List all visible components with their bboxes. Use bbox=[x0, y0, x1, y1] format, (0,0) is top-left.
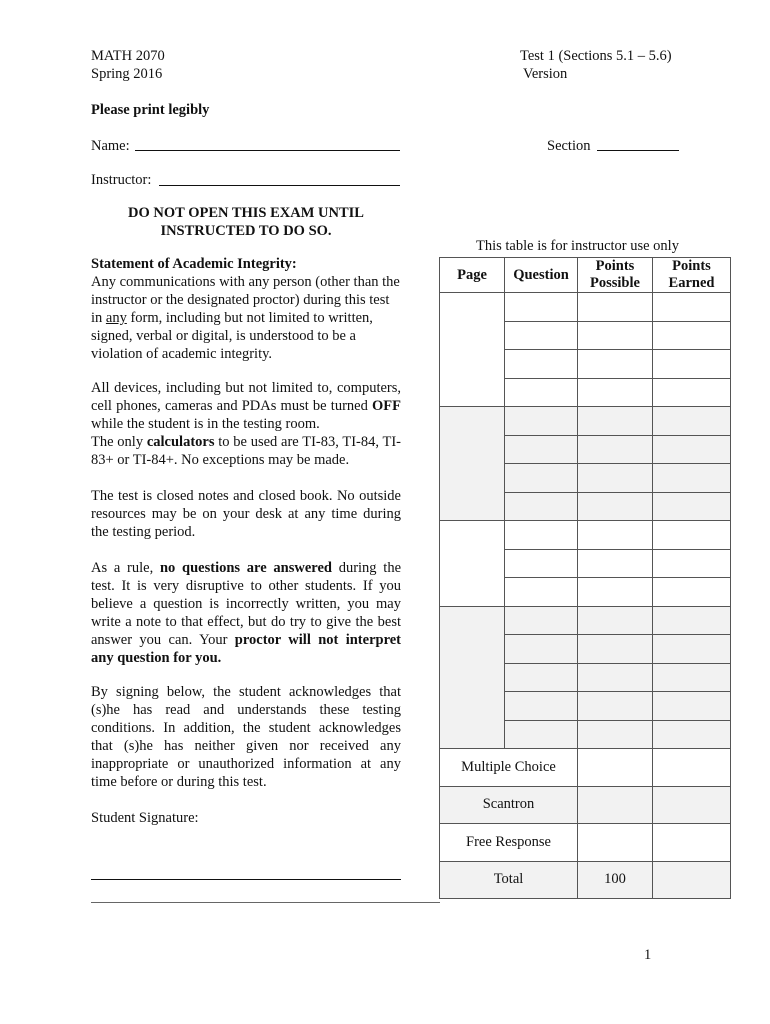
test-title: Test 1 (Sections 5.1 – 5.6) bbox=[520, 48, 672, 64]
section-field[interactable] bbox=[597, 135, 679, 151]
instructor-field[interactable] bbox=[159, 170, 400, 186]
integrity-heading: Statement of Academic Integrity: bbox=[91, 256, 297, 272]
integrity-paragraph-1: Any communications with any person (other than the instructor or the designated proctor) during this test in any form, including but not limited to written, signed, verbal or digital, is understood to be a violation of academic integrity. bbox=[91, 274, 400, 362]
grade-table bbox=[439, 257, 731, 899]
name-field[interactable] bbox=[135, 135, 400, 151]
integrity-paragraph-4: As a rule, no questions are answered during the test. It is very disruptive to other students. If you believe a question is incorrectly written, you may write a note to that effect, but do try to give the best answer you can. Your proctor will not interpret any question for you. bbox=[91, 560, 402, 666]
table-row bbox=[440, 606, 731, 635]
course-code: MATH 2070 bbox=[91, 48, 165, 64]
print-note: Please print legibly bbox=[91, 102, 210, 118]
table-note: This table is for instructor use only bbox=[476, 238, 679, 254]
table-row bbox=[440, 293, 731, 322]
instructor-label: Instructor: bbox=[91, 172, 152, 188]
multiple-choice-row: Multiple Choice bbox=[440, 749, 731, 787]
page-cell bbox=[440, 521, 505, 607]
total-row: Total 100 bbox=[440, 861, 731, 899]
free-response-row: Free Response bbox=[440, 824, 731, 862]
col-points-earned: Points Earned bbox=[653, 258, 731, 293]
col-points-possible: Points Possible bbox=[578, 258, 653, 293]
scantron-row: Scantron bbox=[440, 786, 731, 824]
term: Spring 2016 bbox=[91, 66, 163, 82]
name-label: Name: bbox=[91, 138, 130, 154]
page-number: 1 bbox=[644, 947, 652, 963]
signature-field[interactable] bbox=[91, 864, 401, 880]
table-row bbox=[440, 521, 731, 550]
total-points: 100 bbox=[578, 861, 653, 899]
table-header-row bbox=[440, 258, 731, 293]
table-row bbox=[440, 407, 731, 436]
do-not-open-warning: DO NOT OPEN THIS EXAM UNTIL INSTRUCTED TO DO SO. bbox=[128, 205, 364, 239]
integrity-paragraph-3: The test is closed notes and closed book. No outside resources may be on your desk at any time during the testing period. bbox=[91, 488, 401, 540]
col-page: Page bbox=[440, 258, 505, 293]
integrity-paragraph-5: By signing below, the student acknowledges that (s)he has read and understands these testing conditions. In addition, the student acknowledges that (s)he has neither given nor received any inappropriate or unauthorized information at any time before or during this test. bbox=[91, 684, 401, 790]
page-cell bbox=[440, 293, 505, 407]
section-label: Section bbox=[547, 138, 591, 154]
signature-label: Student Signature: bbox=[91, 810, 199, 826]
col-question: Question bbox=[505, 258, 578, 293]
integrity-paragraph-2: All devices, including but not limited to, computers, cell phones, cameras and PDAs must be turned OFF while the student is in the testing room. The only calculators to be used are TI-83, TI-84, TI-83+ or TI-84+. No exceptions may be made. bbox=[91, 380, 401, 468]
version-label: Version bbox=[523, 66, 568, 82]
page-cell bbox=[440, 407, 505, 521]
page-cell bbox=[440, 606, 505, 749]
signature-divider bbox=[91, 902, 440, 903]
